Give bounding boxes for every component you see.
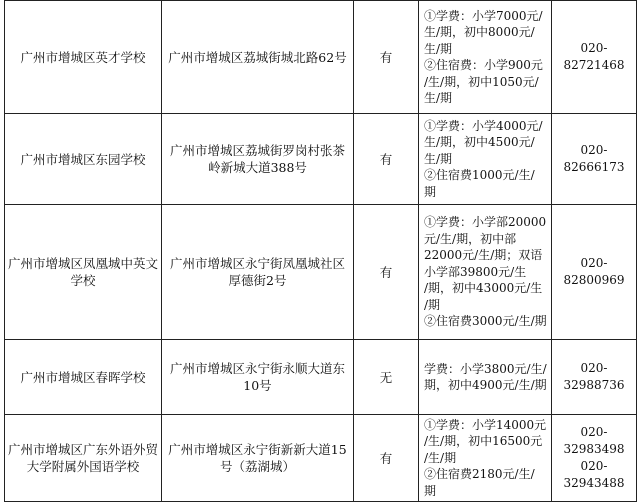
fee-text: 学费：小学3800元/生/ 期，初中4900元/生/期 — [424, 361, 547, 392]
phone-cell: 020-32988736 — [563, 361, 625, 392]
boarding-cell: 有 — [379, 49, 393, 65]
boarding-cell: 有 — [379, 264, 393, 280]
phone-cell: 020-82800969 — [563, 256, 625, 287]
fee-cell — [419, 415, 551, 501]
fee-cell — [419, 114, 551, 204]
fee-text: ①学费：小学4000元/ 生/期，初中4500元/ 生/期 ②住宿费1000元/生/ 期 — [424, 118, 543, 199]
boarding-cell: 有 — [379, 450, 393, 466]
boarding-cell: 无 — [379, 369, 393, 385]
boarding-cell: 有 — [379, 151, 393, 167]
fee-cell — [419, 340, 551, 414]
fee-cell — [419, 205, 551, 339]
fee-cell — [419, 1, 551, 113]
fee-text: ①学费：小学14000元 /生/期，初中16500元 /生/期 ②住宿费2180元/生/ 期 — [424, 417, 547, 498]
fee-text: ①学费：小学7000元/ 生/期，初中8000元/ 生/期 ②住宿费：小学900元 /生/期，初中1050元/ 生/期 — [424, 8, 543, 105]
school-name-cell: 广州市增城区东园学校 — [20, 151, 146, 167]
school-address-cell: 广州市增城区荔城街城北路62号 — [168, 49, 347, 65]
school-address-cell: 广州市增城区永宁街新新大道15 号（荔湖城） — [168, 442, 347, 474]
school-name-cell: 广州市增城区广东外语外贸 大学附属外国语学校 — [7, 442, 158, 474]
phone-cell: 020-32983498 020-32943488 — [563, 425, 625, 490]
school-name-cell: 广州市增城区英才学校 — [20, 49, 146, 65]
school-address-cell: 广州市增城区荔城街罗岗村张茶 岭新城大道388号 — [169, 143, 345, 175]
school-address-cell: 广州市增城区永宁街凤凰城社区 厚德街2号 — [169, 256, 345, 288]
fee-text: ①学费：小学部20000 元/生/期，初中部 22000元/生/期；双语 小学部39800元/生 /期，初中43000元/生 /期 ②住宿费3000元/生/期 — [424, 215, 547, 329]
school-name-cell: 广州市增城区春晖学校 — [20, 369, 146, 385]
phone-cell: 020-82666173 — [563, 143, 625, 174]
phone-cell: 020-82721468 — [563, 41, 625, 72]
table-border-right — [636, 0, 637, 502]
school-address-cell: 广州市增城区永宁街永顺大道东 10号 — [169, 361, 345, 393]
school-name-cell: 广州市增城区凤凰城中英文 学校 — [7, 256, 158, 288]
